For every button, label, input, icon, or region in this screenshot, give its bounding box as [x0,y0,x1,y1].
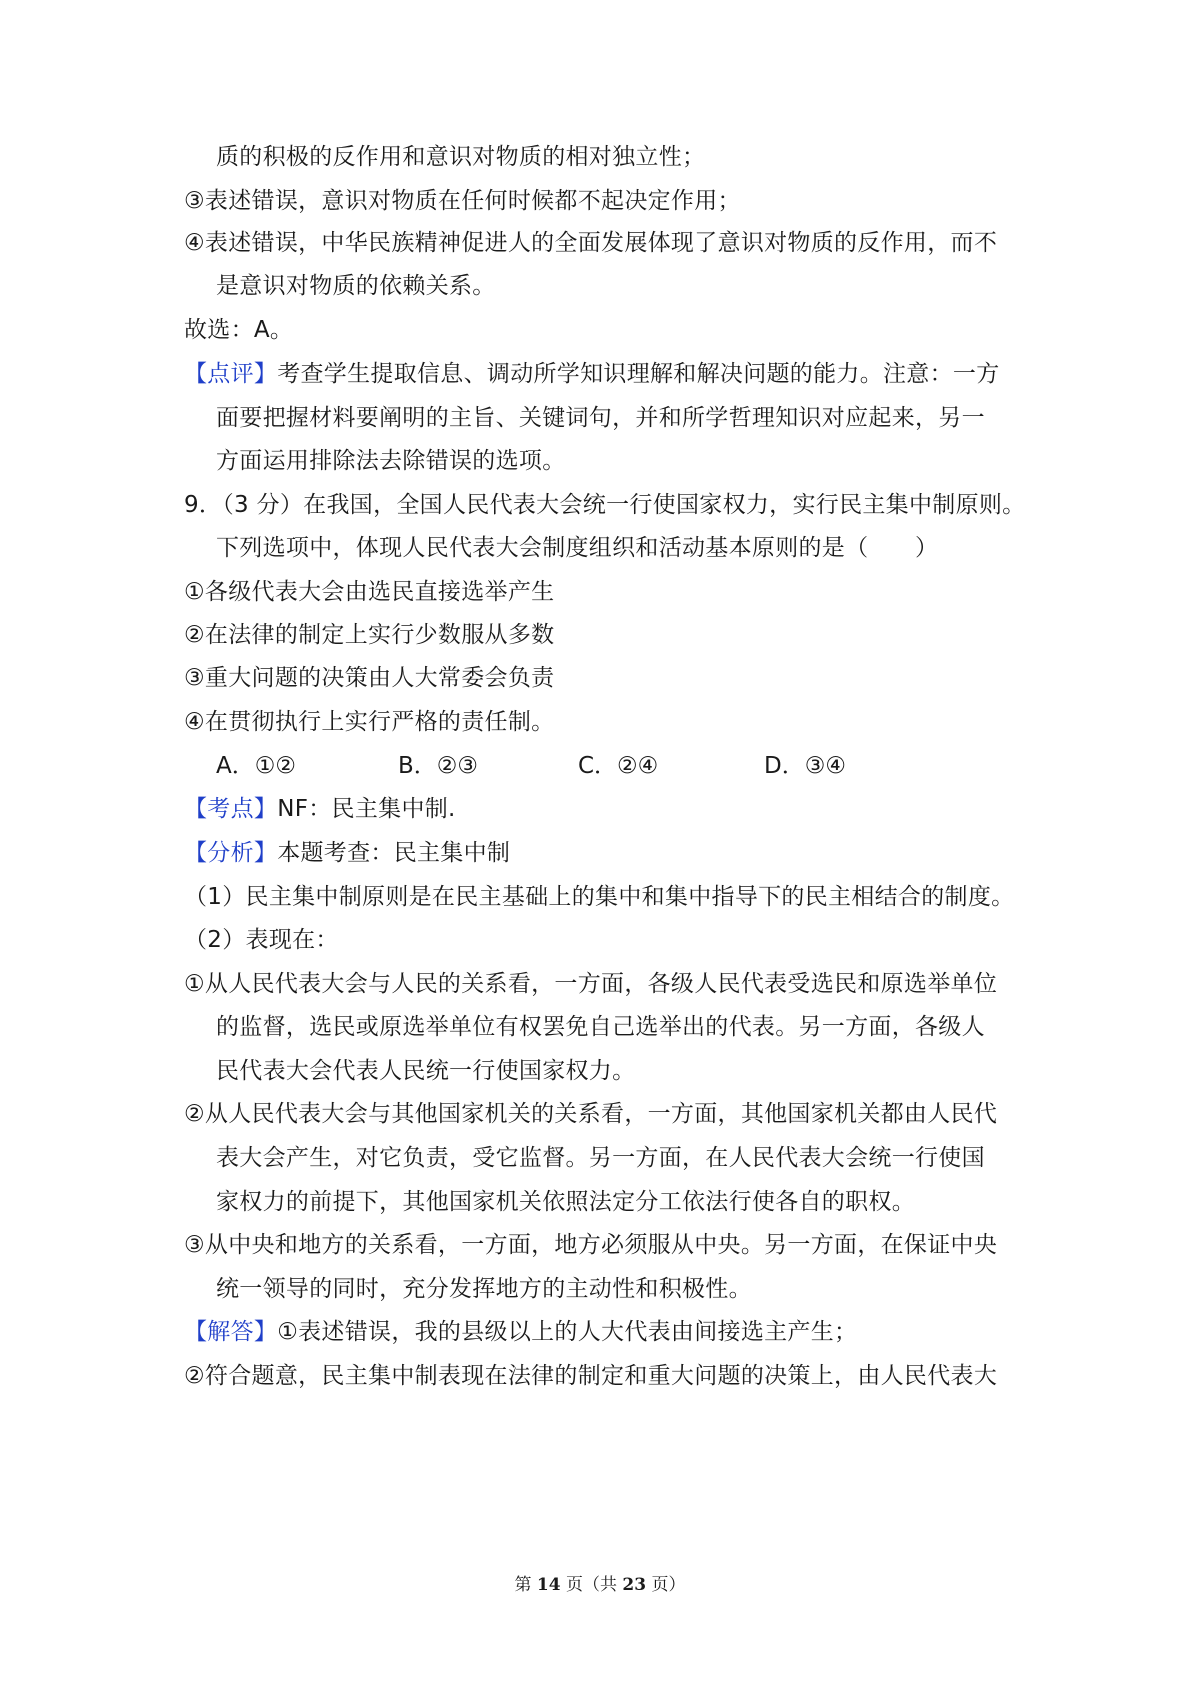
text-line: 家权力的前提下，其他国家机关依照法定分工依法行使各自的职权。 [216,1189,915,1215]
answer-line: 故选：A。 [184,317,294,343]
statement-item: ③重大问题的决策由人大常委会负责 [184,665,555,691]
fenxi-text: 本题考查：民主集中制 [277,840,511,866]
text-line: 面要把握材料要阐明的主旨、关键词句，并和所学哲理知识对应起来，另一 [216,405,985,431]
option-c: C．②④ [578,753,659,779]
text-line: ③从中央和地方的关系看，一方面，地方必须服从中央。另一方面，在保证中央 [184,1232,998,1258]
comment-section [184,359,1000,389]
text-line: 统一领导的同时，充分发挥地方的主动性和积极性。 [216,1276,752,1302]
kaodian-section [184,794,456,824]
text-line: ②符合题意，民主集中制表现在法律的制定和重大问题的决策上，由人民代表大 [184,1363,998,1389]
kaodian-tag: 【考点】 [184,796,278,822]
footer-mid: 页（共 [566,1575,617,1595]
footer-page-number: 14 [536,1575,561,1595]
text-line: ②从人民代表大会与其他国家机关的关系看，一方面，其他国家机关都由人民代 [184,1101,998,1127]
text-line: 民代表大会代表人民统一行使国家权力。 [216,1058,636,1084]
fenxi-section [184,838,510,868]
statement-item: ②在法律的制定上实行少数服从多数 [184,622,555,648]
text-line: ③表述错误，意识对物质在任何时候都不起决定作用； [184,188,741,214]
text-line: 表大会产生，对它负责，受它监督。另一方面，在人民代表大会统一行使国 [216,1145,985,1171]
option-d: D．③④ [764,753,846,779]
statement-item: ①各级代表大会由选民直接选举产生 [184,579,555,605]
text-line: （1）民主集中制原则是在民主基础上的集中和集中指导下的民主相结合的制度。 [184,884,1015,910]
statement-item: ④在贯彻执行上实行严格的责任制。 [184,709,555,735]
text-line: ④表述错误，中华民族精神促进人的全面发展体现了意识对物质的反作用，而不 [184,230,998,256]
kaodian-text: NF：民主集中制. [277,796,456,822]
comment-tag: 【点评】 [184,361,278,387]
text-line: 是意识对物质的依赖关系。 [216,273,496,299]
fenxi-tag: 【分析】 [184,840,278,866]
question-stem-continued: 下列选项中，体现人民代表大会制度组织和活动基本原则的是（ ） [216,535,939,561]
comment-text: 考查学生提取信息、调动所学知识理解和解决问题的能力。注意：一方 [277,361,1000,387]
jieda-section [184,1317,857,1347]
jieda-tag: 【解答】 [184,1319,278,1345]
question-stem: 9．（3 分）在我国，全国人民代表大会统一行使国家权力，实行民主集中制原则。 [184,492,1026,518]
jieda-text: ①表述错误，我的县级以上的人大代表由间接选主产生； [277,1319,858,1345]
option-a: A．①② [216,753,296,779]
text-line: ①从人民代表大会与人民的关系看，一方面，各级人民代表受选民和原选举单位 [184,971,998,997]
page-footer [0,1570,1200,1595]
text-line: 的监督，选民或原选举单位有权罢免自己选举出的代表。另一方面，各级人 [216,1014,985,1040]
text-line: 质的积极的反作用和意识对物质的相对独立性； [216,144,706,170]
text-line: （2）表现在： [184,927,339,953]
footer-total-pages: 23 [622,1575,647,1595]
option-b: B．②③ [398,753,479,779]
text-line: 方面运用排除法去除错误的选项。 [216,448,566,474]
footer-prefix: 第 [514,1575,532,1595]
footer-suffix: 页） [651,1575,686,1595]
